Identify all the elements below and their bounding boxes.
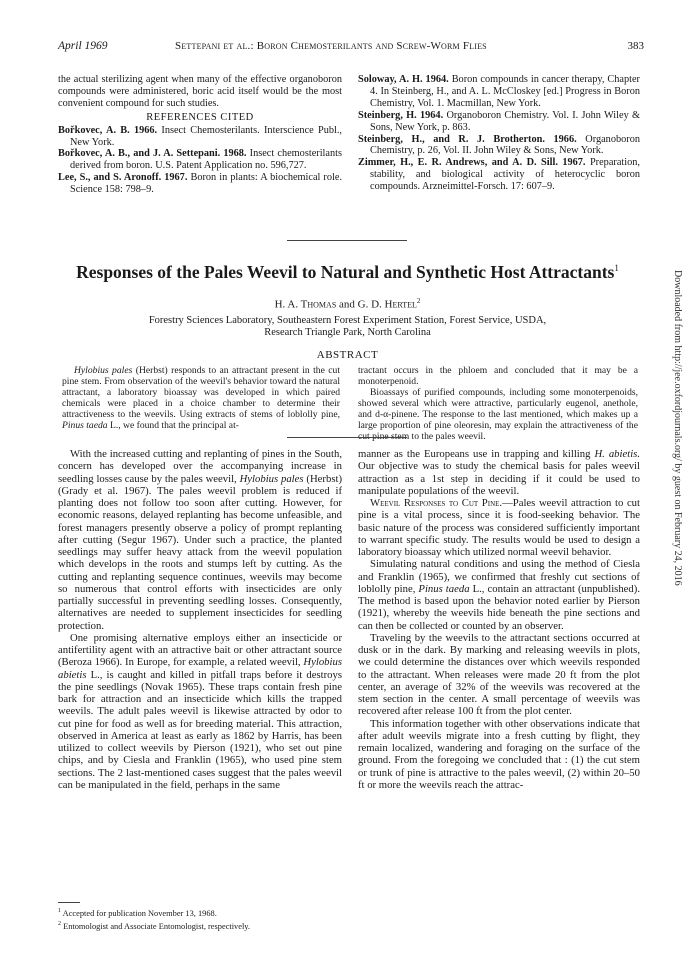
species-name: Pinus taeda — [62, 420, 108, 431]
section-heading: Weevil Responses to Cut Pine. — [370, 497, 503, 509]
reference-authors: Steinberg, H. 1964. — [358, 109, 444, 121]
body-text: manner as the Europeans use in trapping and killing — [358, 448, 591, 460]
body-paragraph: Traveling by the weevils to the attractant sections occurred at dusk or in the dark. By marking and releasing weevils in plots, we could determine the distances over which weevils responded to the attractant. When releases were made 20 ft from the plot center, an average of 32% of the weevils was recovered at the stem section in the center. A small percentage of weevils was recovered after release 100 ft from the plot center. — [358, 631, 640, 718]
journal-date: April 1969 — [58, 40, 108, 52]
reference-authors: Bořkovec, A. B., and J. A. Settepani. 1968. — [58, 148, 247, 160]
author-footnote-marker: 2 — [416, 297, 421, 305]
download-stamp: Downloaded from http://jee.oxfordjournals.org/ by guest on February 24, 2016 — [672, 270, 683, 586]
body-text: Our objective was to study the chemical basis for pales weevil attraction as a 1st step in deciding if it could be used to manipulate populations of the weevil. — [358, 460, 640, 497]
abstract-text: (Herbst) responds to an attractant present in the cut pine stem. From observation of the weevil's behavior toward the natural attractant, a laboratory bioassay was developed in which paired chemicals were placed in a choice chamber to determine their attractiveness to the weevils. Using extracts of stems of loblolly pine, — [62, 365, 340, 420]
species-name: Hylobius pales — [74, 365, 133, 376]
affiliation — [60, 315, 635, 339]
reference-item — [58, 148, 342, 172]
author-name: H. A. Thomas — [274, 298, 337, 311]
abstract-paragraph: Bioassays of purified compounds, including some monoterpenoids, showed several which were attractive, particularly eugenol, anethole, and d-α-pinene. The response to the last mentioned, which makes up a large proportion of pine oleoresin, may explain the attractiveness of the cut pine stem to the pales weevil. — [358, 387, 638, 442]
abstract-text: L., we found that the principal at- — [109, 420, 239, 431]
reference-text: Preparation, stability, and biological activity of heterocyclic boron compounds. Arzneimittel-Forsch. 17: 607–9. — [370, 157, 640, 193]
abstract-separator-rule — [287, 437, 407, 438]
reference-item — [358, 74, 640, 110]
abstract-left-column — [62, 365, 340, 431]
reference-text: Insect Chemosterilants. Interscience Publ., New York. — [70, 124, 343, 148]
reference-authors: Steinberg, H., and R. J. Brotherton. 1966. — [358, 133, 577, 145]
body-text: With the increased cutting and replanting of pines in the South, concern has developed over the accompanying increase in seedling losses cause by the pales weevil, — [58, 448, 342, 485]
reference-item — [358, 134, 640, 158]
author-joiner: and — [339, 298, 355, 311]
body-text: One promising alternative employs either an insecticide or antifertility agent with an attractive bait or other attractant source (Beroza 1966). In Europe, for example, a related weevil, — [58, 631, 342, 669]
body-right-column — [358, 448, 640, 791]
reference-text: Boron compounds in cancer therapy, Chapter 4. In Steinberg, H., and A. L. McCloskey [ed.] Progress in Boron Chemistry, Vol. 1. Macmillan, New York. — [370, 74, 640, 109]
reference-authors: Soloway, A. H. 1964. — [358, 74, 449, 85]
abstract-right-column — [358, 365, 638, 442]
reference-text: Boron in plants: A biochemical role. Science 158: 798–9. — [70, 172, 343, 196]
reference-item — [358, 110, 640, 134]
body-text: L., contain an attractant (unpublished). The method is based upon the behavior noted earlier by Pierson (1921), whereby the weevils hide beneath the pine sections and can then be collected or counted by an observer. — [358, 582, 640, 632]
footnote-text: Entomologist and Associate Entomologist, respectively. — [63, 921, 251, 931]
author-name: G. D. Hertel — [357, 298, 417, 311]
abstract-heading: ABSTRACT — [316, 349, 379, 361]
running-title: Settepani et al.: Boron Chemosterilants and Screw-Worm Flies — [175, 40, 487, 52]
species-name: Hylobius abietis — [58, 656, 342, 681]
body-text: —Pales weevil attraction to cut pine is a vital process, since it is food-seeking behavior. The basic nature of the process was considered sufficiently important to warrant specific study. The results would be used to design a laboratory bioassay which utilized normal weevil behavior. — [358, 497, 640, 558]
body-left-column — [58, 448, 342, 791]
reference-item — [58, 125, 342, 149]
body-text: L., is caught and killed in pitfall traps before it destroys the pine seedlings (Novak 1965). These traps contain fresh pine bark for attraction and an insecticide which kills the trapped weevils. The adult pales weevil is likewise attracted by odor to cut pine for food as well as for breeding material. This attraction, observed in America at least as early as 1862 by Harris, has been utilized to collect weevils by Pierson (1921), who set out pine chips, and by Ciesla and Franklin (1965), who used pine stem sections. The 2 last-mentioned cases suggest that the pales weevil can be manipulated in the field, perhaps in the same — [58, 668, 342, 791]
reference-item — [358, 157, 640, 193]
body-paragraph — [58, 448, 342, 632]
abstract-paragraph: tractant occurs in the phloem and concluded that it may be a monoterpenoid. — [358, 365, 638, 387]
prev-article-closing-text: the actual sterilizing agent when many of the effective organoboron compounds were administered, boric acid itself would be the most convenient compound for such studies. — [58, 74, 342, 109]
footnote — [58, 919, 342, 932]
body-text: (Herbst) (Grady et al. 1967). The pales weevil problem is reduced if planting does not follow too soon after cutting. However, for economic reasons, delayed replanting has become unfeasible, and forest managers presently observe a policy of prompt replanting after cutting (Segur 1967). Under such a practice, the planted seedlings may suffer heavy attack from the weevil population which develops in the roots and stumps left by cutting. As the cutting and replanting sequence continues, weevils may become so numerous that control efforts with insecticides are only partially successful in preventing seedling losses. Consequently, alternatives are needed to supplement insecticides for seedling protection. — [58, 472, 343, 632]
footnote-text: Accepted for publication November 13, 1968. — [62, 908, 217, 918]
body-paragraph: This information together with other observations indicate that after adult weevils migrate into a fresh cutting by flight, they remain localized, wandering and foraging on the surface of the ground. From the foregoing we concluded that : (1) the cut stem or trunk of pine is attractive to the pales weevil, (2) within 20–50 ft or more the weevils reach the attrac- — [358, 717, 640, 791]
body-paragraph — [358, 497, 640, 558]
reference-authors: Lee, S., and S. Aronoff. 1967. — [58, 172, 188, 184]
article-title-text: Responses of the Pales Weevil to Natural and Synthetic Host Attractants — [76, 262, 615, 282]
author-line — [0, 297, 695, 311]
affiliation-line: Forestry Sciences Laboratory, Southeastern Forest Experiment Station, Forest Service, USDA, — [148, 315, 547, 326]
article-title — [0, 262, 695, 283]
title-footnote-marker: 1 — [614, 263, 619, 274]
body-paragraph — [358, 448, 640, 497]
footnote — [58, 906, 342, 919]
body-paragraph — [58, 632, 342, 791]
affiliation-line: Research Triangle Park, North Carolina — [264, 327, 431, 338]
reference-authors: Zimmer, H., E. R. Andrews, and A. D. Sill. 1967. — [358, 157, 586, 169]
reference-text: Insect chemosterilants derived from boron. U.S. Patent Application no. 596,727. — [70, 148, 343, 172]
prev-article-right-column — [358, 74, 640, 193]
footnotes — [58, 906, 342, 932]
abstract-paragraph — [62, 365, 340, 431]
prev-article-left-column — [58, 74, 342, 196]
footnote-marker: 1 — [58, 908, 61, 914]
species-name: H. abietis. — [594, 448, 640, 460]
reference-text: Organoboron Chemistry, p. 26, Vol. II. John Wiley & Sons, New York. — [370, 133, 640, 157]
species-name: Pinus taeda — [418, 582, 470, 595]
references-heading: REFERENCES CITED — [146, 111, 254, 123]
reference-text: Organoboron Chemistry. Vol. I. John Wiley & Sons, New York, p. 863. — [370, 109, 641, 133]
article-separator-rule — [287, 240, 407, 241]
reference-authors: Bořkovec, A. B. 1966. — [58, 124, 158, 136]
species-name: Hylobius pales — [239, 472, 304, 485]
reference-item — [58, 172, 342, 196]
footnote-rule — [58, 902, 80, 903]
body-text: Simulating natural conditions and using the method of Ciesla and Franklin (1965), we confirmed that freshly cut sections of loblolly pine, — [358, 558, 640, 595]
page-number: 383 — [627, 40, 644, 52]
footnote-marker: 2 — [58, 920, 61, 927]
body-paragraph — [358, 558, 640, 632]
